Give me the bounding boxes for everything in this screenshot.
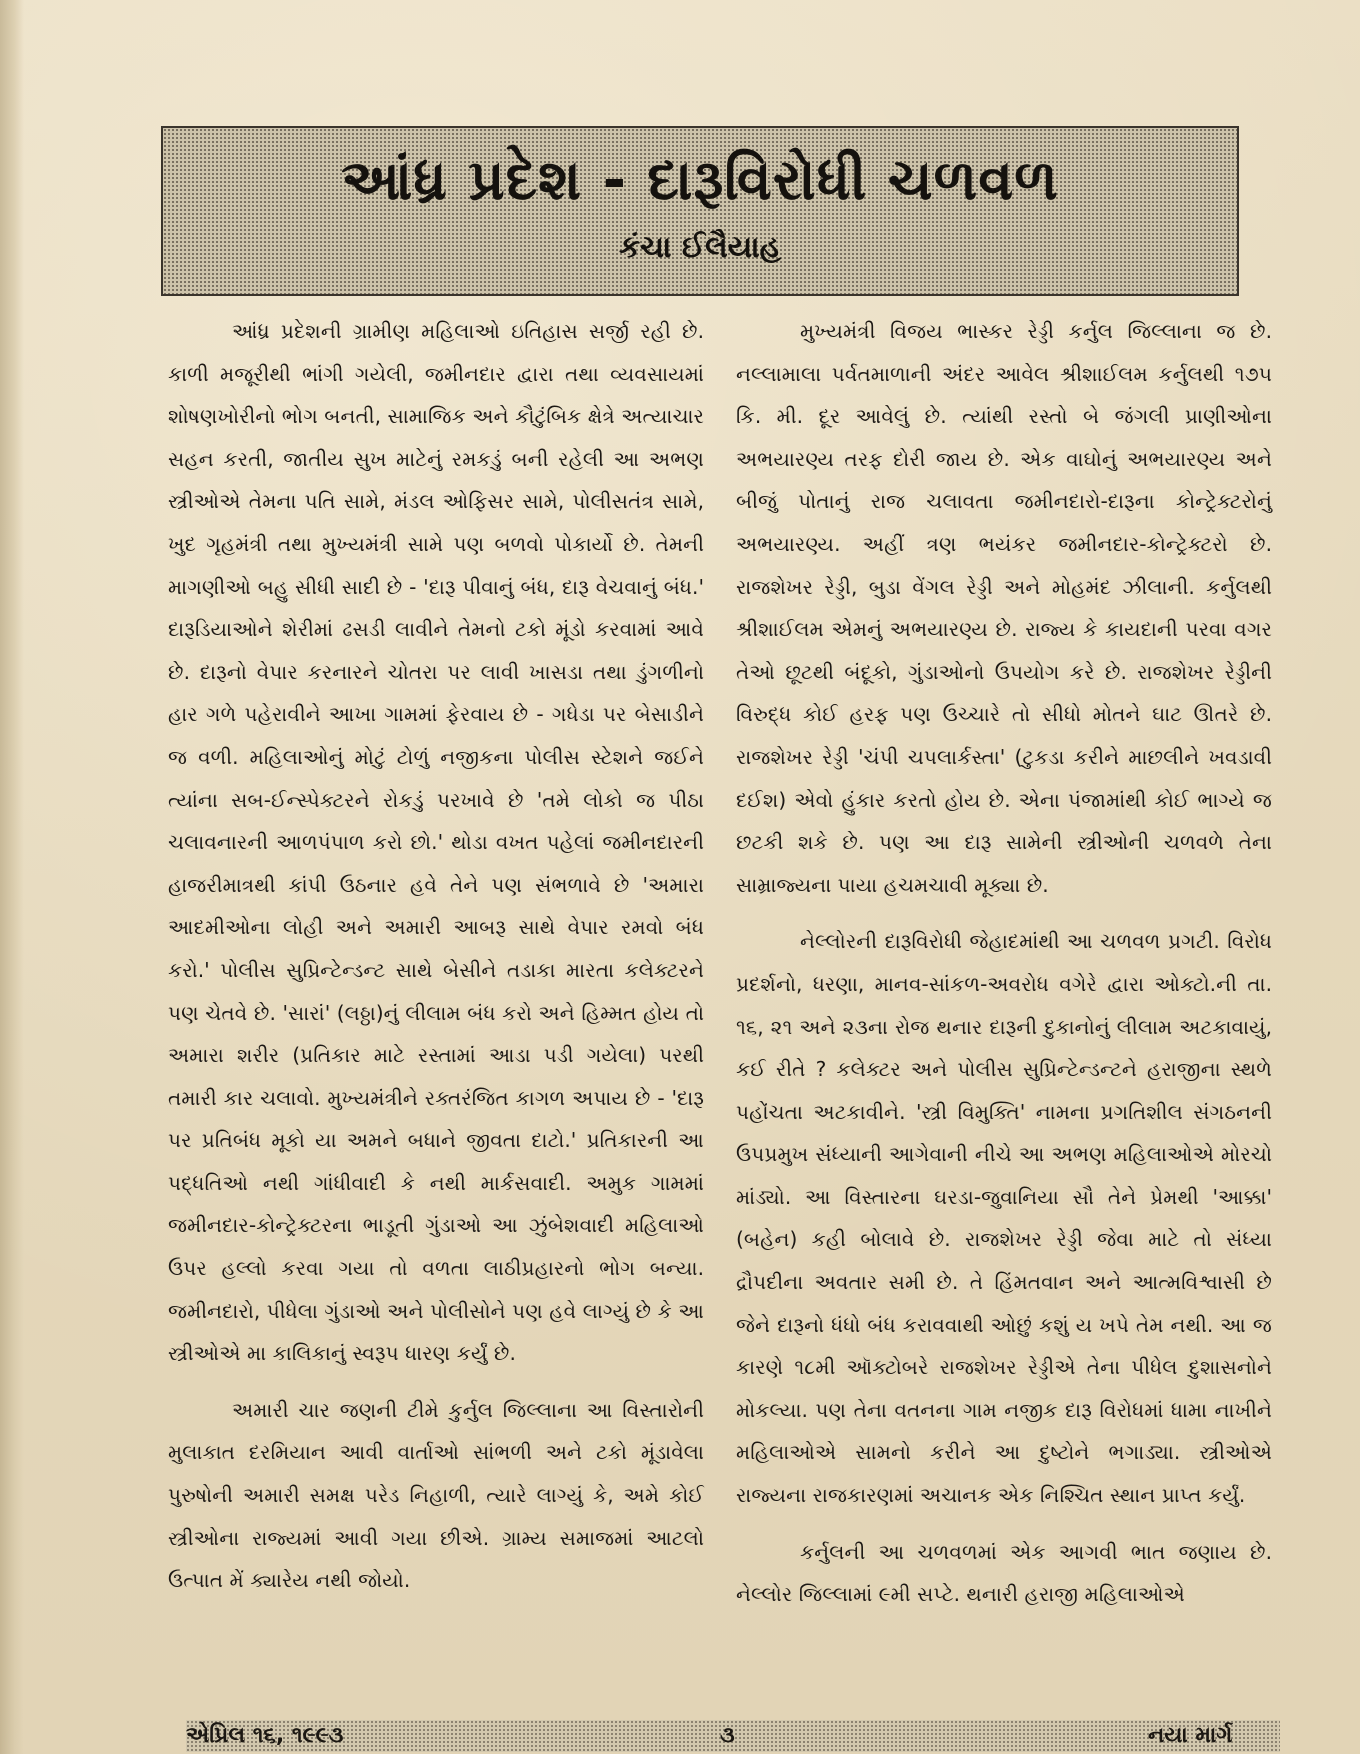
article-title: આંધ્ર પ્રદેશ - દારૂવિરોધી ચળવળ	[341, 148, 1059, 213]
paragraph: નેલ્લોરની દારૂવિરોધી જેહાદમાંથી આ ચળવળ પ્રગટી. વિરોધ પ્રદર્શનો, ધરણા, માનવ-સાંકળ-અવરોધ વગેરે દ્વારા ઓક્ટો.ની તા. ૧૬, ૨૧ અને ૨૩ના રોજ થનાર દારૂની દુકાનોનું લીલામ અટકાવાયું, કઈ રીતે ? કલેક્ટર અને પોલીસ સુપ્રિન્ટેન્ડન્ટને હરાજીના સ્થળે પહોંચતા અટકાવીને. 'સ્ત્રી વિમુક્તિ' નામના પ્રગતિશીલ સંગઠનની ઉપપ્રમુખ સંધ્યાની આગેવાની નીચે આ અભણ મહિલાઓએ મોરચો માંડ્યો. આ વિસ્તારના ઘરડા-જુવાનિયા સૌ તેને પ્રેમથી 'આક્કા' (બહેન) કહી બોલાવે છે. રાજશેખર રેડ્ડી જેવા માટે તો સંધ્યા દ્રૌપદીના અવતાર સમી છે. તે હિંમતવાન અને આત્મવિશ્વાસી છે જેને દારૂનો ધંધો બંધ કરાવવાથી ઓછું કશું ય ખપે તેમ નથી. આ જ કારણે ૧૮મી ઑક્ટોબરે રાજશેખર રેડ્ડીએ તેના પીધેલ દુશાસનોને મોકલ્યા. પણ તેના વતનના ગામ નજીક દારૂ વિરોધમાં ધામા નાખીને મહિલાઓએ સામનો કરીને આ દુષ્ટોને ભગાડ્યા. સ્ત્રીઓએ રાજ્યના રાજકારણમાં અચાનક એક નિશ્ચિત સ્થાન પ્રાપ્ત કર્યું.	[736, 929, 1272, 1508]
left-column	[168, 310, 704, 1602]
paragraph: કર્નુલની આ ચળવળમાં એક આગવી ભાત જણાય છે. નેલ્લોર જિલ્લામાં ૯મી સપ્ટે. થનારી હરાજી મહિલાઓએ	[736, 1539, 1272, 1607]
paragraph: મુખ્યમંત્રી વિજય ભાસ્કર રેડ્ડી કર્નુલ જિલ્લાના જ છે. નલ્લામાલા પર્વતમાળાની અંદર આવેલ શ્રીશાઈલમ કર્નુલથી ૧૭૫ કિ. મી. દૂર આવેલું છે. ત્યાંથી રસ્તો બે જંગલી પ્રાણીઓના અભયારણ્ય તરફ દોરી જાય છે. એક વાઘોનું અભયારણ્ય અને બીજું પોતાનું રાજ ચલાવતા જમીનદારો-દારૂના કોન્ટ્રેક્ટરોનું અભયારણ્ય. અહીં ત્રણ ભયંકર જમીનદાર-કોન્ટ્રેક્ટરો છે. રાજશેખર રેડ્ડી, બુડા વેંગલ રેડ્ડી અને મોહમંદ ઝીલાની. કર્નુલથી શ્રીશાઈલમ એમનું અભયારણ્ય છે. રાજ્ય કે કાયદાની પરવા વગર તેઓ છૂટથી બંદૂકો, ગુંડાઓનો ઉપયોગ કરે છે. રાજશેખર રેડ્ડીની વિરુદ્ધ કોઈ હરફ પણ ઉચ્ચારે તો સીધો મોતને ઘાટ ઊતરે છે. રાજશેખર રેડ્ડી 'ચંપી ચપલાર્કસ્તા' (ટુકડા કરીને માછલીને ખવડાવી દઈશ) એવો હુંકાર કરતો હોય છે. એના પંજામાંથી કોઈ ભાગ્યે જ છટકી શકે છે. પણ આ દારૂ સામેની સ્ત્રીઓની ચળવળે તેના સામ્રાજ્યના પાયા હચમચાવી મૂક્યા છે.	[736, 319, 1272, 897]
page-number: ૩	[720, 1723, 735, 1748]
right-column	[736, 310, 1272, 1616]
paragraph: આંધ્ર પ્રદેશની ગ્રામીણ મહિલાઓ ઇતિહાસ સર્જી રહી છે. કાળી મજૂરીથી ભાંગી ગયેલી, જમીનદાર દ્વારા તથા વ્યવસાયમાં શોષણખોરીનો ભોગ બનતી, સામાજિક અને કૌટુંબિક ક્ષેત્રે અત્યાચાર સહન કરતી, જાતીય સુખ માટેનું રમકડું બની રહેલી આ અભણ સ્ત્રીઓએ તેમના પતિ સામે, મંડલ ઓફિસર સામે, પોલીસતંત્ર સામે, ખુદ ગૃહમંત્રી તથા મુખ્યમંત્રી સામે પણ બળવો પોકાર્યો છે. તેમની માગણીઓ બહુ સીધી સાદી છે - 'દારૂ પીવાનું બંધ, દારૂ વેચવાનું બંધ.' દારૂડિયાઓને શેરીમાં ઢસડી લાવીને તેમનો ટકો મૂંડો કરવામાં આવે છે. દારૂનો વેપાર કરનારને ચોતરા પર લાવી ખાસડા તથા ડુંગળીનો હાર ગળે પહેરાવીને આખા ગામમાં ફેરવાય છે - ગધેડા પર બેસાડીને જ વળી. મહિલાઓનું મોટું ટોળું નજીકના પોલીસ સ્ટેશને જઈને ત્યાંના સબ-ઈન્સ્પેક્ટરને રોકડું પરખાવે છે 'તમે લોકો જ પીઠા ચલાવનારની આળપંપાળ કરો છો.' થોડા વખત પહેલાં જમીનદારની હાજરીમાત્રથી કાંપી ઉઠનાર હવે તેને પણ સંભળાવે છે 'અમારા આદમીઓના લોહી અને અમારી આબરૂ સાથે વેપાર રમવો બંધ કરો.' પોલીસ સુપ્રિન્ટેન્ડન્ટ સાથે બેસીને તડાકા મારતા કલેક્ટરને પણ ચેતવે છે. 'સારાં' (લઠ્ઠા)નું લીલામ બંધ કરો અને હિમ્મત હોય તો અમારા શરીર (પ્રતિકાર માટે રસ્તામાં આડા પડી ગયેલા) પરથી તમારી કાર ચલાવો. મુખ્યમંત્રીને રક્તરંજિત કાગળ અપાય છે - 'દારૂ પર પ્રતિબંધ મૂકો યા અમને બધાને જીવતા દાટો.' પ્રતિકારની આ પદ્ધતિઓ નથી ગાંધીવાદી કે નથી માર્કસવાદી. અમુક ગામમાં જમીનદાર-કોન્ટ્રેક્ટરના ભાડૂતી ગુંડાઓ આ ઝુંબેશવાદી મહિલાઓ ઉપર હલ્લો કરવા ગયા તો વળતા લાઠીપ્રહારનો ભોગ બન્યા. જમીનદારો, પીધેલા ગુંડાઓ અને પોલીસોને પણ હવે લાગ્યું છે કે આ સ્ત્રીઓએ મા કાલિકાનું સ્વરૂપ ધારણ કર્યું છે.	[168, 319, 704, 1366]
magazine-name: નયા માર્ગ	[1148, 1723, 1233, 1748]
paragraph: અમારી ચાર જણની ટીમે કુર્નુલ જિલ્લાના આ વિસ્તારોની મુલાકાત દરમિયાન આવી વાર્તાઓ સાંભળી અને ટકો મૂંડાવેલા પુરુષોની અમારી સમક્ષ પરેડ નિહાળી, ત્યારે લાગ્યું કે, અમે કોઈ સ્ત્રીઓના રાજ્યમાં આવી ગયા છીએ. ગ્રામ્ય સમાજમાં આટલો ઉત્પાત મેં ક્યારેય નથી જોયો.	[168, 1397, 704, 1593]
article-author: કંચા ઈલૈયાહ	[618, 230, 782, 265]
footer-date: એપ્રિલ ૧૬, ૧૯૯૩	[186, 1723, 344, 1748]
page-binding-edge	[0, 0, 24, 1754]
title-banner	[161, 126, 1239, 296]
